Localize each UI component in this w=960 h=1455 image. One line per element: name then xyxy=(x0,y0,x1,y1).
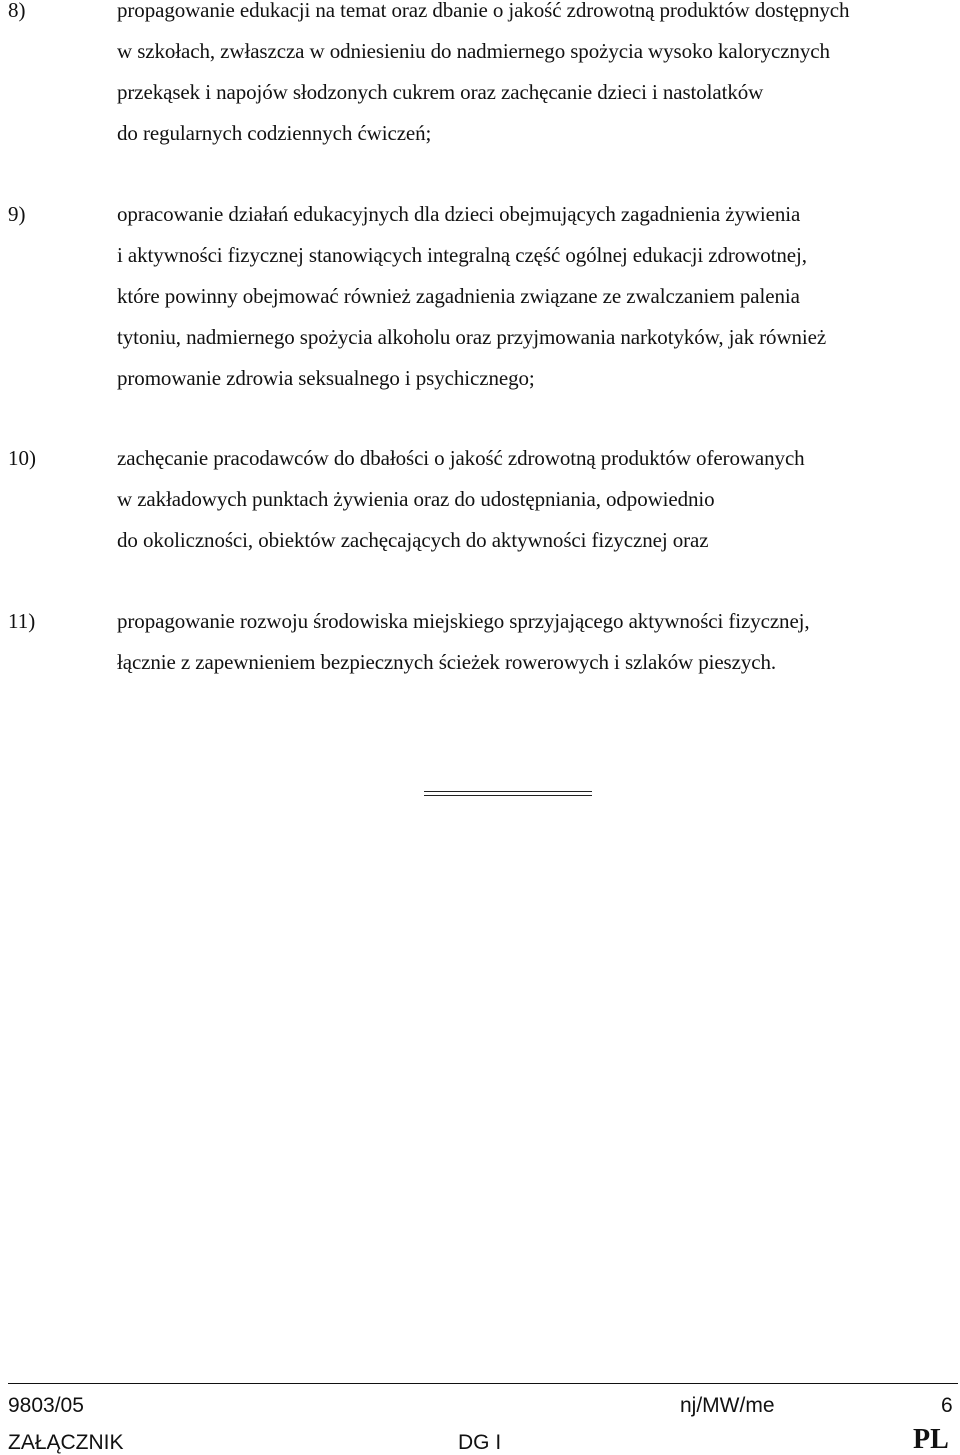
text-line: które powinny obejmować również zagadnienia związane ze zwalczaniem palenia xyxy=(117,284,800,308)
text-line: propagowanie rozwoju środowiska miejskiego sprzyjającego aktywności fizycznej, xyxy=(117,609,810,633)
text-line: łącznie z zapewnieniem bezpiecznych ścieżek rowerowych i szlaków pieszych. xyxy=(117,650,777,674)
list-item-text xyxy=(117,438,957,561)
list-item-text xyxy=(117,0,957,154)
text-line: w szkołach, zwłaszcza w odniesieniu do nadmiernego spożycia wysoko kalorycznych xyxy=(117,39,830,63)
text-line: zachęcanie pracodawców do dbałości o jakość zdrowotną produktów oferowanych xyxy=(117,446,805,470)
list-item-number: 11) xyxy=(8,609,36,633)
text-line: do okoliczności, obiektów zachęcających do aktywności fizycznej oraz xyxy=(117,528,709,552)
end-of-text-double-rule xyxy=(424,791,592,796)
footer-page-number: 6 xyxy=(941,1394,953,1417)
footer-document-number: 9803/05 xyxy=(8,1394,84,1417)
text-line: do regularnych codziennych ćwiczeń; xyxy=(117,121,432,145)
text-line: przekąsek i napojów słodzonych cukrem oraz zachęcanie dzieci i nastolatków xyxy=(117,80,764,104)
text-line: promowanie zdrowia seksualnego i psychicznego; xyxy=(117,366,535,390)
list-item-number: 10) xyxy=(8,446,36,470)
list-item-text xyxy=(117,194,957,399)
footer-language-code: PL xyxy=(913,1424,949,1455)
text-line: tytoniu, nadmiernego spożycia alkoholu oraz przyjmowania narkotyków, jak również xyxy=(117,325,827,349)
footer-dg-label: DG I xyxy=(458,1431,502,1454)
text-line: i aktywności fizycznej stanowiących integralną część ogólnej edukacji zdrowotnej, xyxy=(117,243,807,267)
footer-divider xyxy=(8,1383,958,1384)
text-line: w zakładowych punktach żywienia oraz do udostępniania, odpowiednio xyxy=(117,487,715,511)
list-item-number: 9) xyxy=(8,202,26,226)
footer-reference: nj/MW/me xyxy=(680,1394,775,1417)
text-line: propagowanie edukacji na temat oraz dbanie o jakość zdrowotną produktów dostępnych xyxy=(117,0,850,22)
text-line: opracowanie działań edukacyjnych dla dzieci obejmujących zagadnienia żywienia xyxy=(117,202,801,226)
list-item-text xyxy=(117,601,957,683)
footer-annex-label: ZAŁĄCZNIK xyxy=(8,1431,124,1454)
list-item-number: 8) xyxy=(8,0,26,22)
